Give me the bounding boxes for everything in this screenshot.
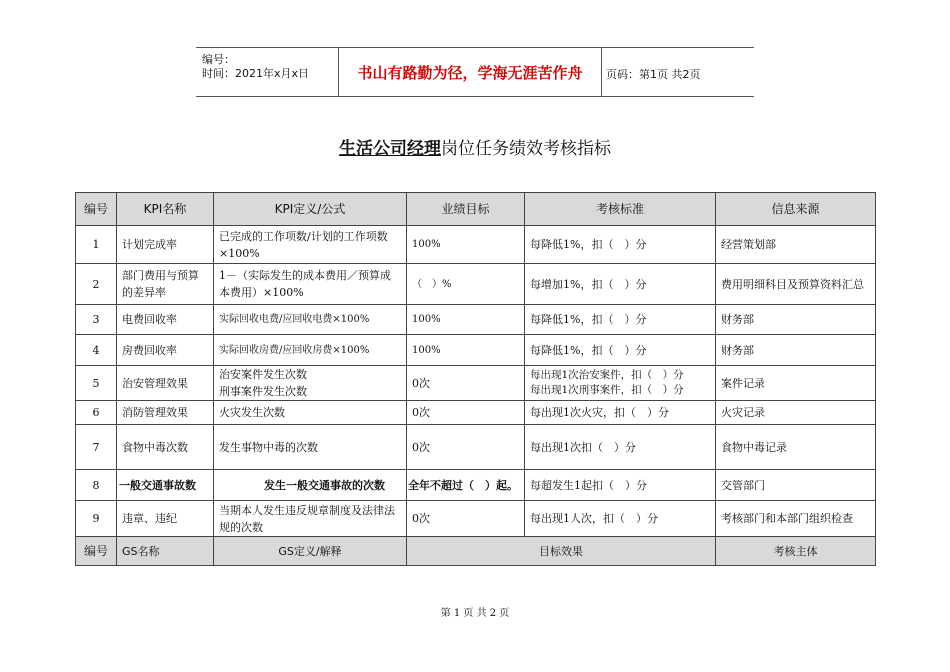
title-rest: 岗位任务绩效考核指标 [441, 139, 611, 159]
table-row [76, 264, 876, 305]
row-number: 8 [76, 470, 117, 501]
kpi-source: 费用明细科目及预算资料汇总 [716, 264, 876, 305]
kpi-table [75, 192, 876, 566]
kpi-source: 财务部 [716, 335, 876, 366]
kpi-definition: 实际回收房费/应回收房费×100% [214, 335, 407, 366]
code-label: 编号： [202, 53, 235, 66]
kpi-standard: 每出现1次治安案件，扣（ ）分 每出现1次刑事案件，扣（ ）分 [525, 366, 716, 401]
table-row [76, 305, 876, 335]
row-number: 3 [76, 305, 117, 335]
kpi-target: 0次 [407, 401, 525, 425]
table-row [76, 470, 876, 501]
header-cell: 编号 [76, 193, 117, 226]
kpi-standard: 每出现1次火灾，扣（ ）分 [525, 401, 716, 425]
gs-header-row [76, 537, 876, 566]
row-number: 4 [76, 335, 117, 366]
header-cell: 业绩目标 [407, 193, 525, 226]
kpi-standard: 每出现1次扣（ ）分 [525, 425, 716, 470]
header-cell: KPI名称 [117, 193, 214, 226]
header-cell: 信息来源 [716, 193, 876, 226]
kpi-name: 消防管理效果 [117, 401, 214, 425]
kpi-source: 财务部 [716, 305, 876, 335]
row-number: 5 [76, 366, 117, 401]
kpi-source: 交管部门 [716, 470, 876, 501]
kpi-standard: 每出现1人次，扣（ ）分 [525, 501, 716, 537]
kpi-target: 100% [407, 335, 525, 366]
time-label: 时间：2021年x月x日 [202, 67, 310, 80]
table-row [76, 501, 876, 537]
kpi-definition: 发生一般交通事故的次数 [214, 470, 407, 501]
kpi-definition: 发生事物中毒的次数 [214, 425, 407, 470]
table-row [76, 425, 876, 470]
kpi-name: 治安管理效果 [117, 366, 214, 401]
kpi-name: 计划完成率 [117, 226, 214, 264]
kpi-name: 违章、违纪 [117, 501, 214, 537]
kpi-target: 0次 [407, 425, 525, 470]
title-company-role: 生活公司经理 [339, 139, 441, 159]
kpi-standard: 每增加1%，扣（ ）分 [525, 264, 716, 305]
gs-header-cell: 考核主体 [716, 537, 876, 566]
gs-header-cell: 目标效果 [407, 537, 716, 566]
header-meta [196, 48, 338, 96]
page-header [196, 47, 754, 97]
kpi-source: 食物中毒记录 [716, 425, 876, 470]
motto: 书山有路勤为径，学海无涯苦作舟 [338, 48, 602, 96]
kpi-definition: 已完成的工作项数/计划的工作项数×100% [214, 226, 407, 264]
kpi-header-row [76, 193, 876, 226]
kpi-standard: 每超发生1起扣（ ）分 [525, 470, 716, 501]
gs-header-cell: GS定义/解释 [214, 537, 407, 566]
kpi-target: 100% [407, 226, 525, 264]
kpi-name: 房费回收率 [117, 335, 214, 366]
kpi-definition: 实际回收电费/应回收电费×100% [214, 305, 407, 335]
row-number: 1 [76, 226, 117, 264]
gs-header-cell: 编号 [76, 537, 117, 566]
page-number-label: 页码：第1页 共2页 [606, 68, 701, 81]
gs-header-cell: GS名称 [117, 537, 214, 566]
row-number: 2 [76, 264, 117, 305]
kpi-standard: 每降低1%，扣（ ）分 [525, 335, 716, 366]
page-footer: 第 1 页 共 2 页 [440, 608, 510, 619]
kpi-name: 一般交通事故数 [117, 470, 214, 501]
row-number: 6 [76, 401, 117, 425]
kpi-name: 部门费用与预算的差异率 [117, 264, 214, 305]
kpi-name: 电费回收率 [117, 305, 214, 335]
kpi-definition: 火灾发生次数 [214, 401, 407, 425]
kpi-source: 案件记录 [716, 366, 876, 401]
kpi-target: 0次 [407, 366, 525, 401]
kpi-source: 经营策划部 [716, 226, 876, 264]
table-row [76, 226, 876, 264]
table-row [76, 335, 876, 366]
kpi-target: 全年不超过（ ）起。 [407, 470, 525, 501]
kpi-name: 食物中毒次数 [117, 425, 214, 470]
kpi-definition: 当期本人发生违反规章制度及法律法规的次数 [214, 501, 407, 537]
row-number: 7 [76, 425, 117, 470]
kpi-definition: 治安案件发生次数 刑事案件发生次数 [214, 366, 407, 401]
kpi-source: 火灾记录 [716, 401, 876, 425]
kpi-target: 100% [407, 305, 525, 335]
kpi-source: 考核部门和本部门组织检查 [716, 501, 876, 537]
header-cell: KPI定义/公式 [214, 193, 407, 226]
kpi-target: （ ）% [407, 264, 525, 305]
row-number: 9 [76, 501, 117, 537]
header-cell: 考核标准 [525, 193, 716, 226]
kpi-standard: 每降低1%，扣（ ）分 [525, 305, 716, 335]
kpi-standard: 每降低1%，扣（ ）分 [525, 226, 716, 264]
kpi-definition: 1－（实际发生的成本费用／预算成本费用）×100% [214, 264, 407, 305]
kpi-target: 0次 [407, 501, 525, 537]
table-row [76, 401, 876, 425]
table-row [76, 366, 876, 401]
document-title [0, 134, 950, 159]
